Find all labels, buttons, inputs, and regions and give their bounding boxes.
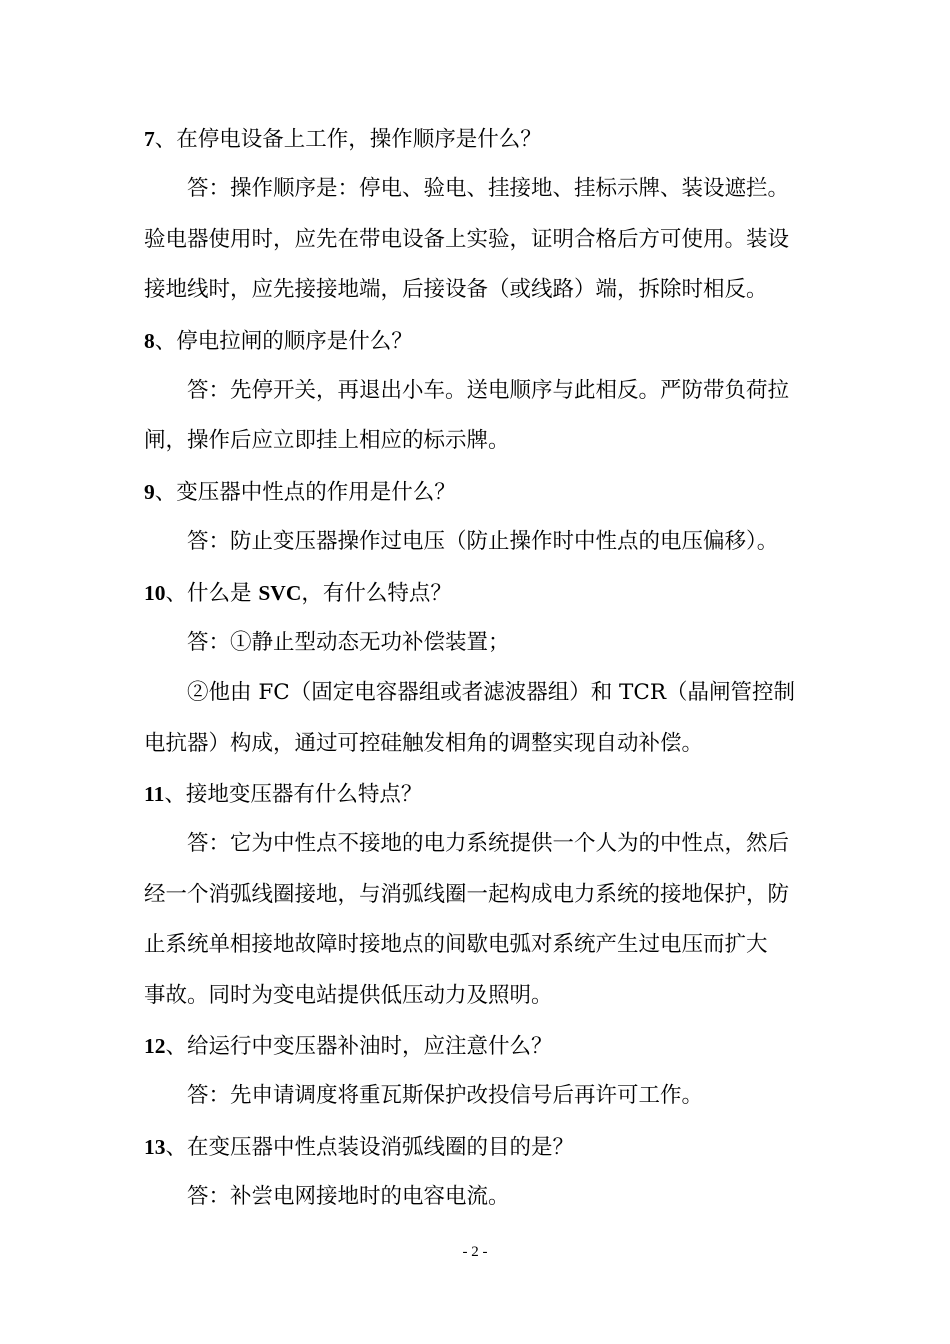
answer-7-line-1: 答：操作顺序是：停电、验电、挂接地、挂标示牌、装设遮拦。 — [187, 176, 790, 202]
question-number: 7 — [144, 127, 155, 151]
answer-7-line-2: 验电器使用时，应先在带电设备上实验，证明合格后方可使用。装设 — [144, 226, 790, 252]
answer-8-line-1: 答：先停开关，再退出小车。送电顺序与此相反。严防带负荷拉 — [187, 377, 790, 403]
answer-11-line-3: 止系统单相接地故障时接地点的间歇电弧对系统产生过电压而扩大 — [144, 932, 768, 958]
answer-13-line-1: 答：补尝电网接地时的电容电流。 — [187, 1184, 510, 1210]
question-text: 、变压器中性点的作用是什么？ — [154, 479, 456, 505]
question-number: 8 — [144, 328, 155, 353]
question-text: 、在变压器中性点装设消弧线圈的目的是？ — [165, 1134, 575, 1160]
question-13 — [144, 1122, 814, 1172]
question-number: 11 — [144, 782, 165, 807]
question-text: 、在停电设备上工作，操作顺序是什么？ — [154, 127, 542, 152]
question-number: 13 — [144, 1134, 166, 1159]
question-number: 10 — [144, 580, 166, 605]
question-text: 、接地变压器有什么特点？ — [164, 782, 423, 808]
question-12 — [144, 1021, 814, 1071]
question-text: 、什么是 — [165, 580, 259, 606]
question-term-svc: SVC — [258, 580, 302, 605]
answer-10-line-2: ②他由 FC（固定电容器组或者滤波器组）和 TCR（晶闸管控制 — [187, 680, 796, 706]
answer-10-line-1: 答：①静止型动态无功补偿装置； — [187, 629, 510, 655]
question-7 — [144, 114, 814, 164]
answer-11-line-2: 经一个消弧线圈接地，与消弧线圈一起构成电力系统的接地保护，防 — [144, 881, 790, 907]
question-11 — [144, 769, 814, 819]
document-body — [144, 114, 814, 1223]
question-10 — [144, 568, 814, 618]
question-number: 12 — [144, 1034, 166, 1059]
answer-10-line-3: 电抗器）构成，通过可控硅触发相角的调整实现自动补偿。 — [144, 730, 704, 756]
answer-8-line-2: 闸，操作后应立即挂上相应的标示牌。 — [144, 428, 510, 454]
question-number: 9 — [144, 479, 155, 504]
answer-11-line-4: 事故。同时为变电站提供低压动力及照明。 — [144, 982, 553, 1008]
answer-7-line-3: 接地线时，应先接接地端，后接设备（或线路）端，拆除时相反。 — [144, 277, 768, 303]
page-number: - 2 - — [462, 1244, 488, 1260]
question-8 — [144, 316, 814, 366]
question-9 — [144, 467, 814, 517]
question-text-end: ，有什么特点？ — [301, 580, 452, 606]
question-text: 、停电拉闸的顺序是什么？ — [154, 328, 413, 354]
answer-9-line-1: 答：防止变压器操作过电压（防止操作时中性点的电压偏移）。 — [187, 529, 779, 555]
answer-12-line-1: 答：先申请调度将重瓦斯保护改投信号后再许可工作。 — [187, 1083, 704, 1109]
answer-11-line-1: 答：它为中性点不接地的电力系统提供一个人为的中性点，然后 — [187, 831, 790, 857]
question-text: 、给运行中变压器补油时，应注意什么？ — [165, 1034, 553, 1060]
